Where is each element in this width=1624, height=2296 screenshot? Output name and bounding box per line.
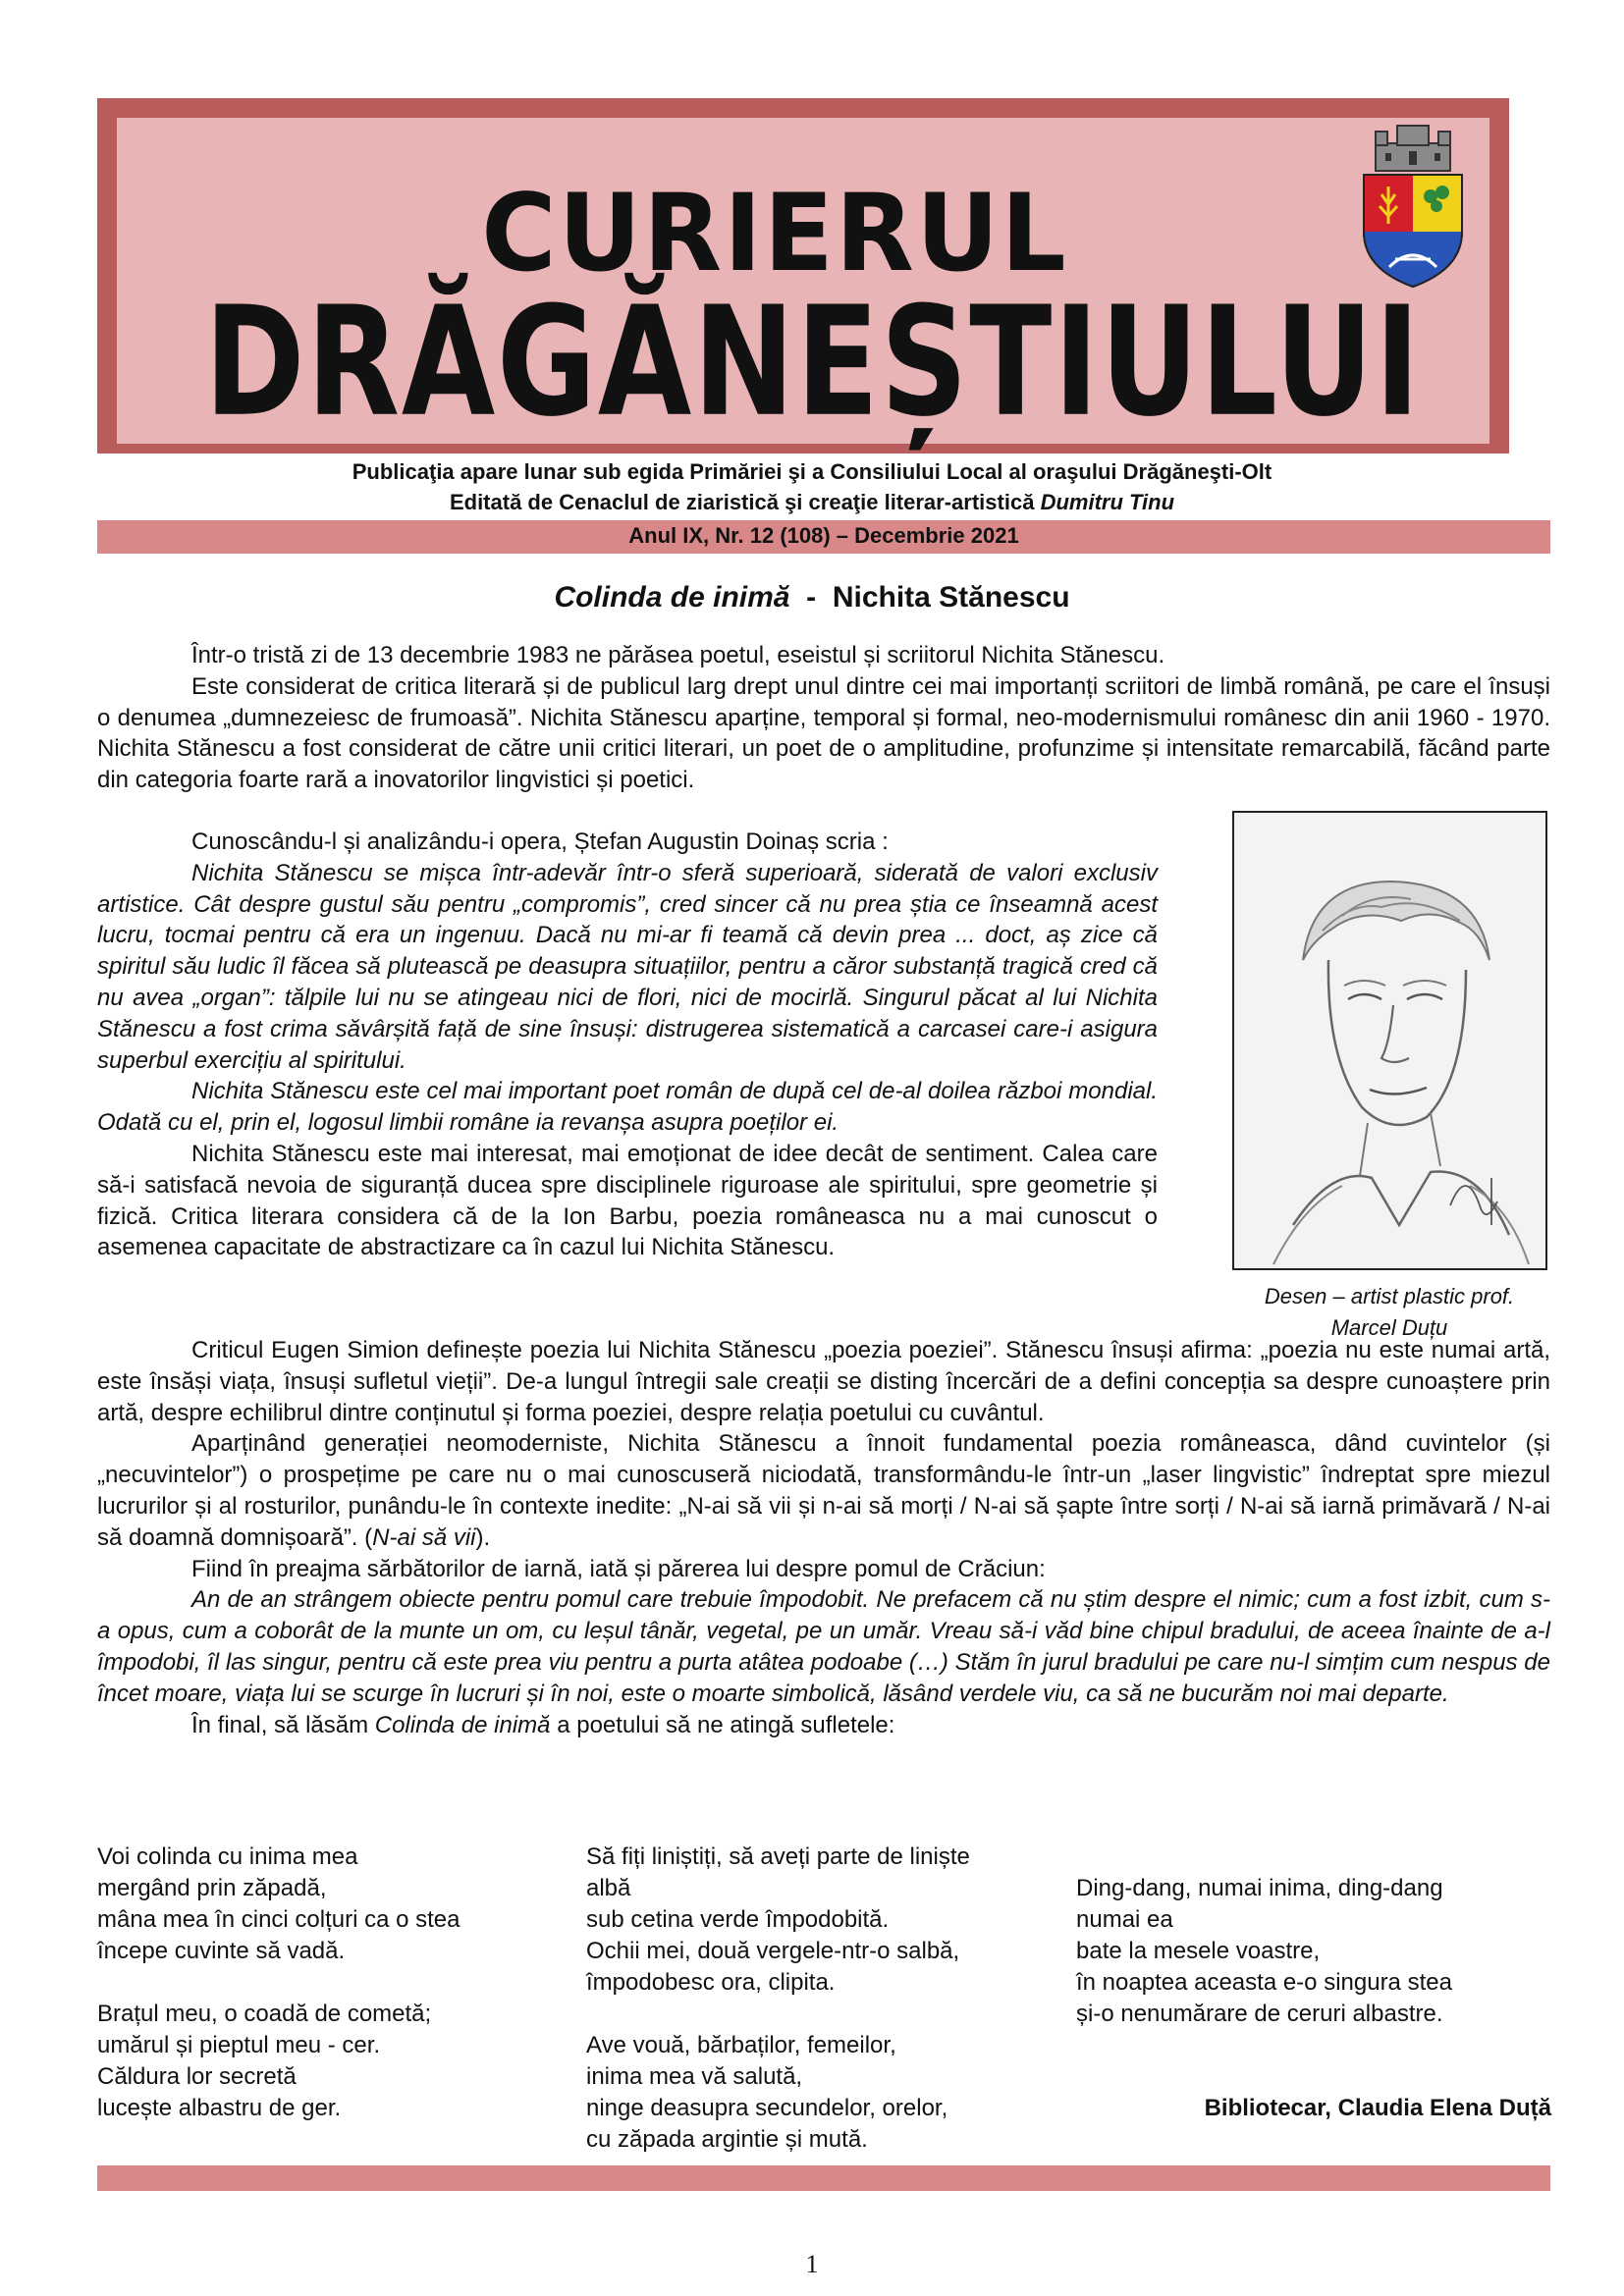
caption-line-1: Desen – artist plastic prof. (1264, 1284, 1515, 1308)
poem-line: albă (586, 1875, 631, 1901)
poem-line: Ochii mei, două vergele-ntr-o salbă, (586, 1938, 960, 1964)
poem-line: Brațul meu, o coadă de cometă; (97, 2001, 432, 2027)
headline-poet-name: Nichita Stănescu (832, 581, 1070, 614)
coat-of-arms-icon (1356, 122, 1470, 291)
poem-line: Ave vouă, bărbaților, femeilor, (586, 2032, 896, 2058)
author-signature: Bibliotecar, Claudia Elena Duță (1204, 2095, 1551, 2121)
publisher-line-2 (0, 490, 1624, 515)
paragraph-3: Cunoscându-l și analizându-i opera, Ștefan Augustin Doinaș scria : (191, 828, 889, 855)
masthead (97, 98, 1509, 454)
poem-line: începe cuvinte să vadă. (97, 1938, 346, 1964)
paragraph-8-text: Aparținând generației neomoderniste, Nichita Stănescu a înnoit fundamental poezia româneasca, dând cuvintelor (și „necuvintelor”) o prospețime pe care nu o mai cunoscuseră niciodată, transformându-le într-un „laser lingvistic” îndreptat spre miezul lucrurilor și al rosturilor, punându-le în contexte inedite: „N-ai să vii și n-ai să morți / N-ai să șapte între sorți / N-ai să iarnă primăvară / N-ai să doamnă domnișoară”. ( (97, 1430, 1550, 1551)
headline-poem-title: Colinda de inimă (554, 581, 790, 614)
publisher-line-2-prefix: Editată de Cenaclul de ziaristică şi creaţie literar-artistică (449, 490, 1041, 514)
portrait-sketch-icon (1234, 813, 1545, 1268)
poem-column-2 (586, 1842, 1057, 2187)
poem-line: mâna mea în cinci colțuri ca o stea (97, 1906, 460, 1933)
article-body-full (97, 1335, 1550, 1740)
paragraph-9: Fiind în preajma sărbătorilor de iarnă, iată și părerea lui despre pomul de Crăciun: (191, 1555, 1046, 1582)
paragraph-5-quote: Nichita Stănescu este cel mai important poet român de după cel de-al doilea război mondial. Odată cu el, prin el, logosul limbii române ia revanșa asupra poeților ei. (97, 1078, 1158, 1137)
paragraph-11-suffix: a poetului să ne atingă sufletele: (550, 1711, 895, 1738)
poem-line: inima mea vă salută, (586, 2063, 803, 2090)
poem-stanza (97, 1999, 568, 2124)
poem-line: Căldura lor secretă (97, 2063, 297, 2090)
poem-line: cu zăpada argintie și mută. (586, 2126, 868, 2153)
poem-line: lucește albastru de ger. (97, 2095, 342, 2121)
poem-line: bate la mesele voastre, (1076, 1938, 1321, 1964)
publisher-line-1: Publicaţia apare lunar sub egida Primăriei şi a Consiliului Local al oraşului Drăgăneşti-Olt (352, 459, 1272, 484)
paragraph-8-poem-ref: N-ai să vii (372, 1523, 476, 1551)
title-line-1: CURIERUL (481, 169, 1068, 296)
poem-stanza (586, 2030, 1057, 2156)
paragraph-8-end: ). (475, 1523, 491, 1551)
page-number: 1 (805, 2250, 819, 2278)
poem-column-1 (97, 1842, 568, 2156)
headline-separator: - (789, 581, 833, 614)
paragraph-1: Într-o tristă zi de 13 decembrie 1983 ne părăsea poetul, eseistul și scriitorul Nichita Stănescu. (191, 642, 1165, 668)
poem-line: Voi colinda cu inima mea (97, 1843, 358, 1870)
poem-line: numai ea (1076, 1906, 1173, 1933)
poem-line: sub cetina verde împodobită. (586, 1906, 890, 1933)
poem-line: umărul și pieptul meu - cer. (97, 2032, 381, 2058)
caption-line-2: Marcel Duțu (1330, 1315, 1448, 1340)
poem-line: împodobesc ora, clipita. (586, 1969, 836, 1996)
issue-bar (97, 520, 1550, 554)
poem-line: ninge deasupra secundelor, orelor, (586, 2095, 948, 2121)
footer-bar (97, 2165, 1550, 2191)
poem-line: mergând prin zăpadă, (97, 1875, 327, 1901)
masthead-panel (117, 118, 1489, 452)
poem-stanza (97, 1842, 568, 1967)
portrait-drawing (1232, 811, 1547, 1270)
publisher-cenacle-name: Dumitru Tinu (1040, 490, 1175, 514)
paragraph-2: Este considerat de critica literară și de publicul larg drept unul dintre cei mai importanți scriitori de limbă română, pe care el însuși o denumea „dumnezeiesc de frumoasă”. Nichita Stănescu aparține, temporal și formal, neo-modernismului românesc din anii 1960 - 1970. Nichita Stănescu a fost considerat de către unii critici literari, un poet de o amplitudine, profunzime și intensitate remarcabilă, făcând parte din categoria foarte rară a inovatorilor lingvistici și poetici. (97, 672, 1550, 794)
article-headline (0, 581, 1624, 614)
poem-stanza (1076, 1873, 1547, 2030)
paragraph-10-quote: An de an strângem obiecte pentru pomul care trebuie împodobit. Ne prefacem că nu știm despre el nimic; cum a fost izbit, cum s-a opus, cum a coborât de la munte un om, cu leșul tânăr, vegetal, pe un umăr. Vreau să-i văd bine chipul bradului, de aceea înainte de a-l împodobi, îl las singur, pentru că este prea viu pentru a purta atâtea podoabe (…) Stăm în jurul bradului pe care nu-l simțim cum nespus de încet moare, viața lui se scurge în lucruri și în noi, este o moarte simbolică, lăsând verdele viu, ca să ne bucurăm noi mai departe. (97, 1586, 1550, 1707)
paragraph-11-prefix: În final, să lăsăm (191, 1711, 375, 1738)
poem-line: în noaptea aceasta e-o singura stea (1076, 1969, 1452, 1996)
poem-line: Ding-dang, numai inima, ding-dang (1076, 1875, 1443, 1901)
poem-line: Să fiți liniștiți, să aveți parte de liniște (586, 1843, 970, 1870)
poem-column-3 (1076, 1873, 1547, 2061)
paragraph-4-quote: Nichita Stănescu se mișca într-adevăr într-o sferă superioară, siderată de valori exclusiv artistice. Cât despre gustul său pentru „compromis”, cred sincer că nu prea știa ce înseamnă acest lucru, tocmai pentru că era un ingenuu. Dacă nu mi-ar fi teamă că devin prea ... doct, aș zice că spiritul său ludic îl făcea să plutească pe deasupra situațiilor, pentru a căror substanță tragică cred că nu avea „organ”: tălpile lui nu se atingeau nici de flori, nici de mocirlă. Singurul păcat al lui Nichita Stănescu a fost crima săvârșită față de sine însuși: distrugerea sistematică a carcasei care-i asigura superbul exercițiu al spiritului. (97, 859, 1158, 1074)
poem-line: și-o nenumărare de ceruri albastre. (1076, 2001, 1443, 2027)
article-body-wrapped (97, 827, 1158, 1263)
paragraph-11-poem-title: Colinda de inimă (374, 1711, 551, 1738)
title-line-2: DRĂGĂNEȘTIULUI (204, 274, 1422, 452)
paragraph-11 (97, 1710, 1550, 1741)
article-body (97, 640, 1550, 796)
paragraph-8 (97, 1428, 1550, 1553)
paragraph-6: Nichita Stănescu este mai interesat, mai emoționat de idee decât de sentiment. Calea care să-i satisfacă nevoia de siguranță ducea spre disciplinele riguroase ale spiritului, spre geometrie și fizică. Critica literara considera că de la Ion Barbu, poezia româneasca nu a mai cunoscut o asemenea capacitate de abstractizare ca în cazul lui Nichita Stănescu. (97, 1140, 1158, 1261)
paragraph-7: Criticul Eugen Simion definește poezia lui Nichita Stănescu „poezia poeziei”. Stănescu însuși afirma: „poezia nu este numai artă, este însăși viața, însuși sufletul vieții”. De-a lungul întregii sale creații se disting încercări de a defini concepția sa despre cunoaștere prin artă, despre echilibrul dintre conținutul și forma poeziei, despre relația poetului cu cuvântul. (97, 1337, 1550, 1426)
poem-stanza (586, 1842, 1057, 1999)
issue-label: Anul IX, Nr. 12 (108) – Decembrie 2021 (628, 523, 1019, 548)
